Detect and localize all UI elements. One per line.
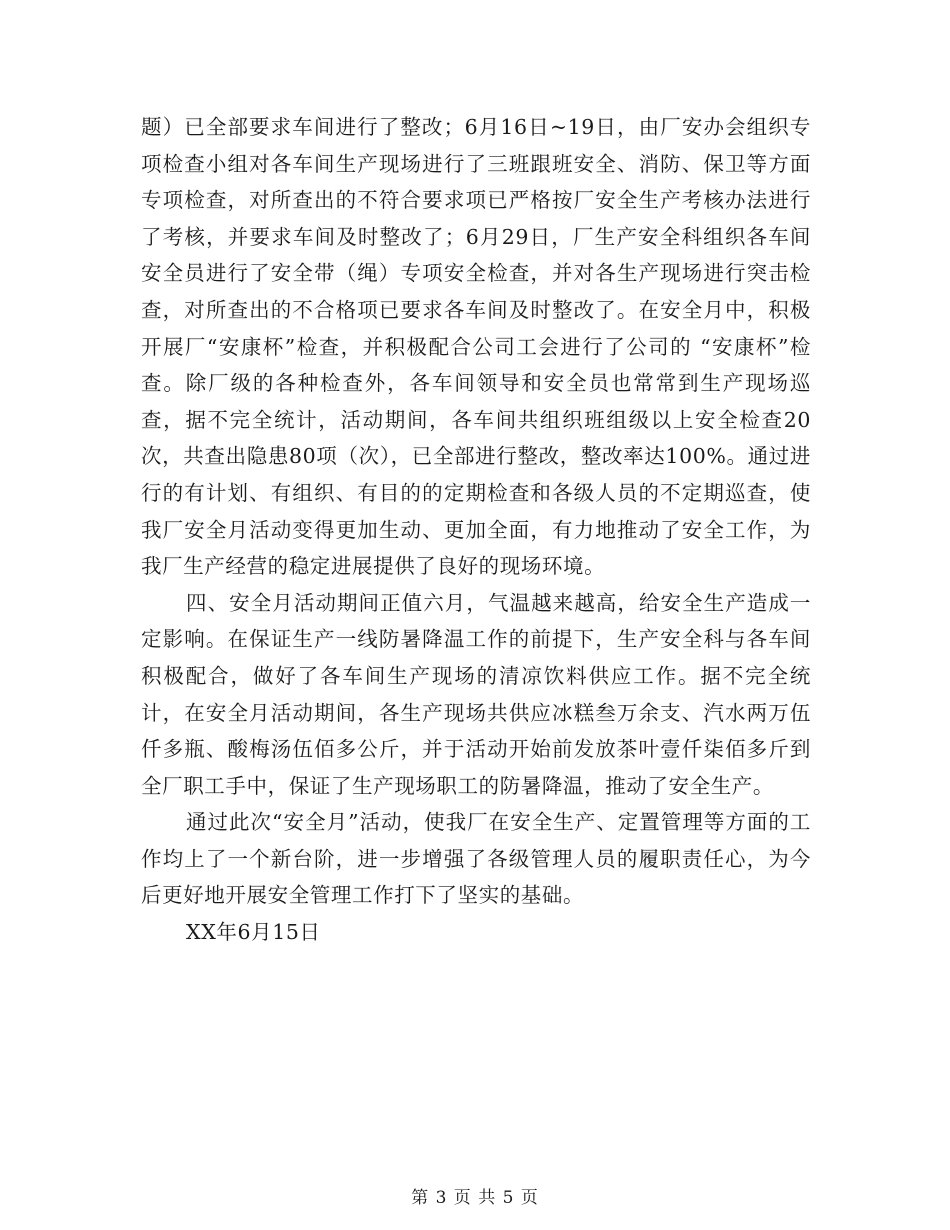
paragraph-conclusion: 通过此次“安全月”活动，使我厂在安全生产、定置管理等方面的工作均上了一个新台阶，进一步增强了各级管理人员的履职责任心，为今后更好地开展安全管理工作打下了坚实的基础。 [141,810,811,908]
paragraph-heat-prevention: 四、安全月活动期间正值六月，气温越来越高，给安全生产造成一定影响。在保证生产一线防暑降温工作的前提下，生产安全科与各车间积极配合，做好了各车间生产现场的清凉饮料供应工作。据不完全统计，在安全月活动期间，各生产现场共供应冰糕叁万余支、汽水两万伍仟多瓶、酸梅汤伍佰多公斤，并于活动开始前发放茶叶壹仟柒佰多斤到全厂职工手中，保证了生产现场职工的防暑降温，推动了安全生产。 [141,590,811,798]
paragraph-inspection-summary: 题）已全部要求车间进行了整改；6月16日~19日，由厂安办会组织专项检查小组对各车间生产现场进行了三班跟班安全、消防、保卫等方面专项检查，对所查出的不符合要求项已严格按厂安全生产考核办法进行了考核，并要求车间及时整改了；6月29日，厂生产安全科组织各车间安全员进行了安全带（绳）专项安全检查，并对各生产现场进行突击检查，对所查出的不合格项已要求各车间及时整改了。在安全月中，积极开展厂“安康杯”检查，并积极配合公司工会进行了公司的 “安康杯”检查。除厂级的各种检查外，各车间领导和安全员也常常到生产现场巡查，据不完全统计，活动期间，各车间共组织班组级以上安全检查20次，共查出隐患80项（次），已全部进行整改，整改率达100%。通过进行的有计划、有组织、有目的的定期检查和各级人员的不定期巡查，使我厂安全月活动变得更加生动、更加全面，有力地推动了安全工作，为我厂生产经营的稳定进展提供了良好的现场环境。 [141,115,811,579]
page-number-footer: 第 3 页 共 5 页 [411,1188,539,1208]
document-body [141,109,811,951]
document-date: XX年6月15日 [186,920,321,945]
